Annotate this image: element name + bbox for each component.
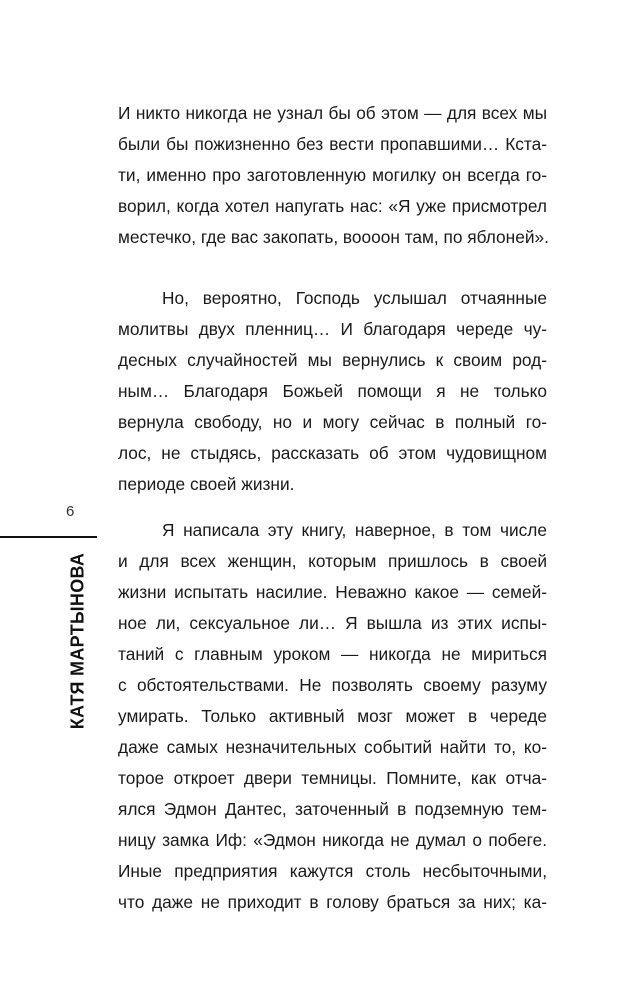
text-line: и для всех женщин, которым пришлось в своей [118,551,547,571]
paragraph-1 [118,98,547,253]
text-line: Я написала эту книгу, наверное, в том числе [162,520,547,540]
text-line: ти, именно про заготовленную могилку он всегда го- [118,165,547,185]
text-line: местечко, где вас закопать, воооон там, по яблоней». [118,227,549,247]
text-line: Но, вероятно, Господь услышал отчаянные [162,288,547,308]
text-line: жизни испытать насилие. Неважно какое — семей- [118,582,547,602]
text-line: умирать. Только активный мозг может в череде [118,706,547,726]
page-number: 6 [66,503,75,520]
text-line: молитвы двух пленниц… И благодаря череде чу- [118,319,547,339]
text-line: ялся Эдмон Дантес, заточенный в подземную тем- [118,799,547,819]
paragraph-2 [118,283,547,500]
text-line: ное ли, сексуальное ли… Я вышла из этих испы- [118,613,547,633]
text-line: ным… Благодаря Божьей помощи я не только [118,381,547,401]
text-line: И никто никогда не узнал бы об этом — для всех мы [118,103,547,123]
paragraph-3 [118,515,547,918]
text-line: ворил, когда хотел напугать нас: «Я уже присмотрел [118,196,547,216]
text-line: периоде своей жизни. [118,474,295,494]
text-line: вернула свободу, но и могу сейчас в полный го- [118,412,547,432]
text-line: десных случайностей мы вернулись к своим род- [118,350,547,370]
text-line: торое откроет двери темницы. Помните, как отча- [118,768,547,788]
text-line: с обстоятельствами. Не позволять своему разуму [118,675,547,695]
text-line: лос, не стыдясь, рассказать об этом чудовищном [118,443,547,463]
text-line: таний с главным уроком — никогда не мириться [118,644,547,664]
text-line: ницу замка Иф: «Эдмон никогда не думал о побеге. [118,830,547,850]
text-line: даже самых незначительных событий найти то, ко- [118,737,547,757]
text-line: были бы пожизненно без вести пропавшими… Кста- [118,134,547,154]
margin-divider [0,536,97,538]
text-line: что даже не приходит в голову браться за них; ка- [118,892,547,912]
running-head-author: КАТЯ МАРТЫНОВА [67,552,88,730]
text-line: Иные предприятия кажутся столь несбыточными, [118,861,547,881]
